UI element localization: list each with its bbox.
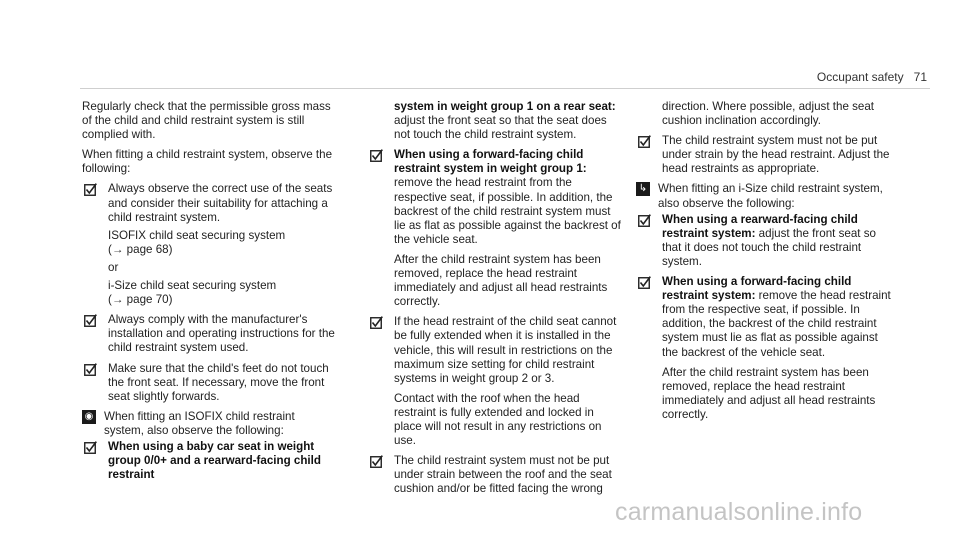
checklist-item (368, 454, 623, 496)
sub-text: Contact with the roof when the head restraint is fully extended and locked in place will not result in any restrictions on use. (394, 391, 602, 448)
checkbox-tick-icon (84, 314, 97, 327)
section-title: Occupant safety (816, 70, 904, 84)
checklist-text: Always observe the correct use of the seats and consider their suitability for attaching a child restraint system. (108, 182, 333, 224)
checklist-text: The child restraint system must not be put under strain by the head restraint. Adjust the head restraints as appropriate. (662, 134, 890, 176)
isofix-note (82, 410, 337, 438)
checklist-item (82, 313, 337, 355)
checkbox-tick-icon (84, 183, 97, 196)
checklist-heading: system in weight group 1 on a rear seat: (394, 100, 616, 113)
checklist-item (636, 275, 891, 422)
checkbox-tick-icon (84, 441, 97, 454)
checkbox-tick-icon (638, 276, 651, 289)
sub-text: ISOFIX child seat securing system (108, 228, 286, 242)
checklist-item (636, 134, 891, 176)
checklist-text: Always comply with the manufacturer's installation and operating instructions for the child restraint system used. (108, 313, 335, 355)
checklist-item (82, 440, 337, 482)
checklist-text: If the head restraint of the child seat cannot be fully extended when it is installed in the vehicle, this will result in restrictions on the maximum size setting for child restraint systems in weight group 2 or 3. (394, 315, 617, 385)
column-middle (368, 100, 623, 502)
checklist-text: The child restraint system must not be put under strain between the roof and the seat cushion and/or be fitted facing the wrong (394, 454, 612, 496)
sub-text: After the child restraint system has been removed, replace the head restraint immediately and adjust all head restraints correctly. (394, 252, 608, 309)
checklist-continuation (368, 100, 623, 142)
page-reference: (→ page 70) (108, 293, 173, 307)
sub-text: or (108, 260, 119, 274)
column-right (636, 100, 891, 428)
checklist-item (82, 362, 337, 404)
sub-text: i-Size child seat securing system (108, 279, 277, 293)
page-number: 71 (913, 70, 927, 84)
checkbox-tick-icon (370, 455, 383, 468)
checkbox-tick-icon (638, 135, 651, 148)
sub-block (108, 229, 337, 307)
checklist-heading: When using a baby car seat in weight group 0/0+ and a rearward-facing child restraint (108, 439, 321, 482)
paragraph: Regularly check that the permissible gross mass of the child and child restraint system is still complied with. (82, 100, 331, 142)
checkbox-tick-icon (84, 363, 97, 376)
column-left (82, 100, 337, 488)
page-reference: (→ page 68) (108, 242, 173, 256)
checklist-text: remove the head restraint from the respective seat, if possible. In addition, the backrest of the child restraint system must lie as flat as possible against the backrest of the vehicle seat. (662, 289, 891, 359)
checklist-item (368, 148, 623, 309)
checklist-text: direction. Where possible, adjust the seat cushion inclination accordingly. (662, 100, 875, 128)
checklist-text: adjust the front seat so that the seat does not touch the child restraint system. (394, 114, 607, 142)
page-header (817, 70, 927, 84)
i-size-note (636, 182, 891, 210)
checklist-continuation (636, 100, 891, 128)
checklist-item (368, 315, 623, 448)
checklist-heading: When using a forward-facing child restraint system in weight group 1: (394, 148, 587, 176)
checkbox-tick-icon (370, 316, 383, 329)
note-text: When fitting an i-Size child restraint system, also observe the following: (658, 182, 883, 210)
note-text: When fitting an ISOFIX child restraint system, also observe the following: (104, 409, 295, 437)
sub-text: After the child restraint system has been removed, replace the head restraint immediately and adjust all head restraints correctly. (662, 365, 876, 421)
paragraph: When fitting a child restraint system, observe the following: (82, 148, 333, 176)
i-size-symbol-icon: ↳ (636, 182, 650, 196)
isofix-symbol-icon: ◉ (82, 410, 96, 424)
checklist-text: Make sure that the child's feet do not touch the front seat. If necessary, move the front seat slightly forwards. (108, 361, 329, 403)
watermark: carmanualsonline.info (615, 498, 863, 526)
checklist-heading: When using a forward-facing child restraint system: (662, 275, 852, 303)
checklist-item (636, 213, 891, 269)
checkbox-tick-icon (370, 149, 383, 162)
checklist-heading: When using a rearward-facing child restraint system: (662, 212, 858, 240)
checklist-item (82, 182, 337, 307)
checklist-text: remove the head restraint from the respective seat, if possible. In addition, the backrest of the child restraint system must lie as flat as possible against the backrest of the vehicle seat. (394, 176, 621, 246)
header-divider (80, 88, 930, 89)
checkbox-tick-icon (638, 214, 651, 227)
checklist-text: adjust the front seat so that it does not touch the child restraint system. (662, 226, 876, 268)
